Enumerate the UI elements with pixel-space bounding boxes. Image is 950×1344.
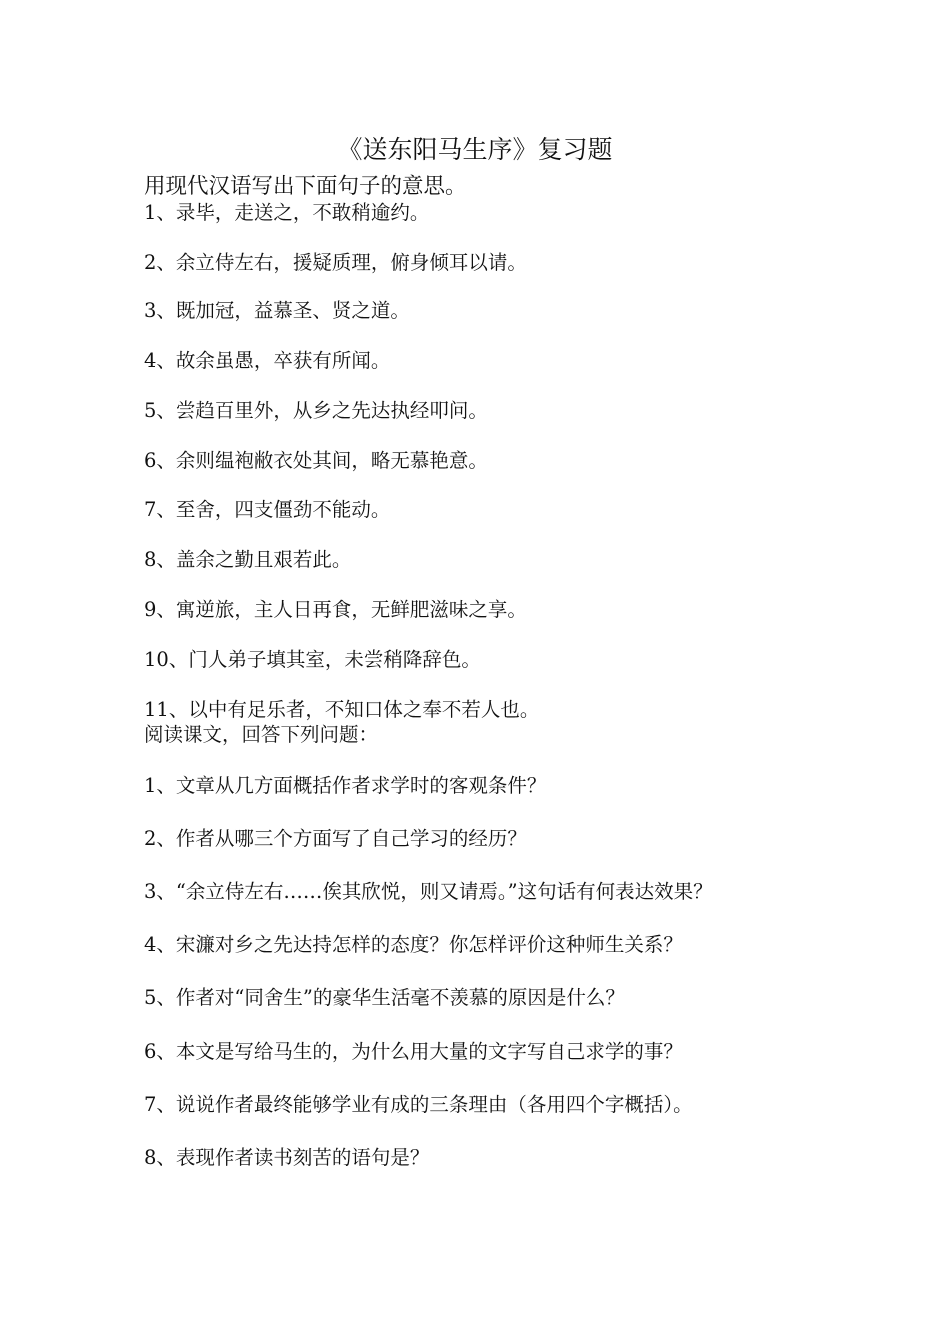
- document-title: 《送东阳马生序》复习题: [337, 135, 613, 164]
- translation-item-1: 1、录毕，走送之，不敢稍逾约。: [144, 201, 430, 224]
- translation-item-5: 5、尝趋百里外，从乡之先达执经叩问。: [144, 399, 488, 422]
- question-item-6: 6、本文是写给马生的，为什么用大量的文字写自己求学的事？: [144, 1040, 683, 1063]
- translation-item-4: 4、故余虽愚，卒获有所闻。: [144, 349, 391, 372]
- section2-instruction: 阅读课文，回答下列问题：: [144, 723, 379, 746]
- question-item-5: 5、作者对“同舍生”的豪华生活毫不羡慕的原因是什么？: [144, 986, 625, 1009]
- question-item-7: 7、说说作者最终能够学业有成的三条理由（各用四个字概括）。: [144, 1093, 693, 1116]
- translation-item-2: 2、余立侍左右，援疑质理，俯身倾耳以请。: [144, 251, 527, 274]
- question-item-2: 2、作者从哪三个方面写了自己学习的经历？: [144, 827, 527, 850]
- question-item-3: 3、“余立侍左右……俟其欣悦，则又请焉。”这句话有何表达效果？: [144, 880, 713, 903]
- translation-item-8: 8、盖余之勤且艰若此。: [144, 548, 352, 571]
- translation-item-3: 3、既加冠，益慕圣、贤之道。: [144, 299, 410, 322]
- translation-item-10: 10、门人弟子填其室，未尝稍降辞色。: [144, 648, 481, 671]
- question-item-1: 1、文章从几方面概括作者求学时的客观条件？: [144, 774, 547, 797]
- translation-item-7: 7、至舍，四支僵劲不能动。: [144, 498, 391, 521]
- translation-item-11: 11、以中有足乐者，不知口体之奉不若人也。: [144, 698, 540, 721]
- question-item-4: 4、宋濂对乡之先达持怎样的态度？你怎样评价这种师生关系？: [144, 933, 683, 956]
- translation-item-9: 9、寓逆旅，主人日再食，无鲜肥滋味之享。: [144, 598, 527, 621]
- translation-item-6: 6、余则缊袍敝衣处其间，略无慕艳意。: [144, 449, 488, 472]
- section1-instruction: 用现代汉语写出下面句子的意思。: [144, 174, 467, 199]
- question-item-8: 8、表现作者读书刻苦的语句是？: [144, 1146, 430, 1169]
